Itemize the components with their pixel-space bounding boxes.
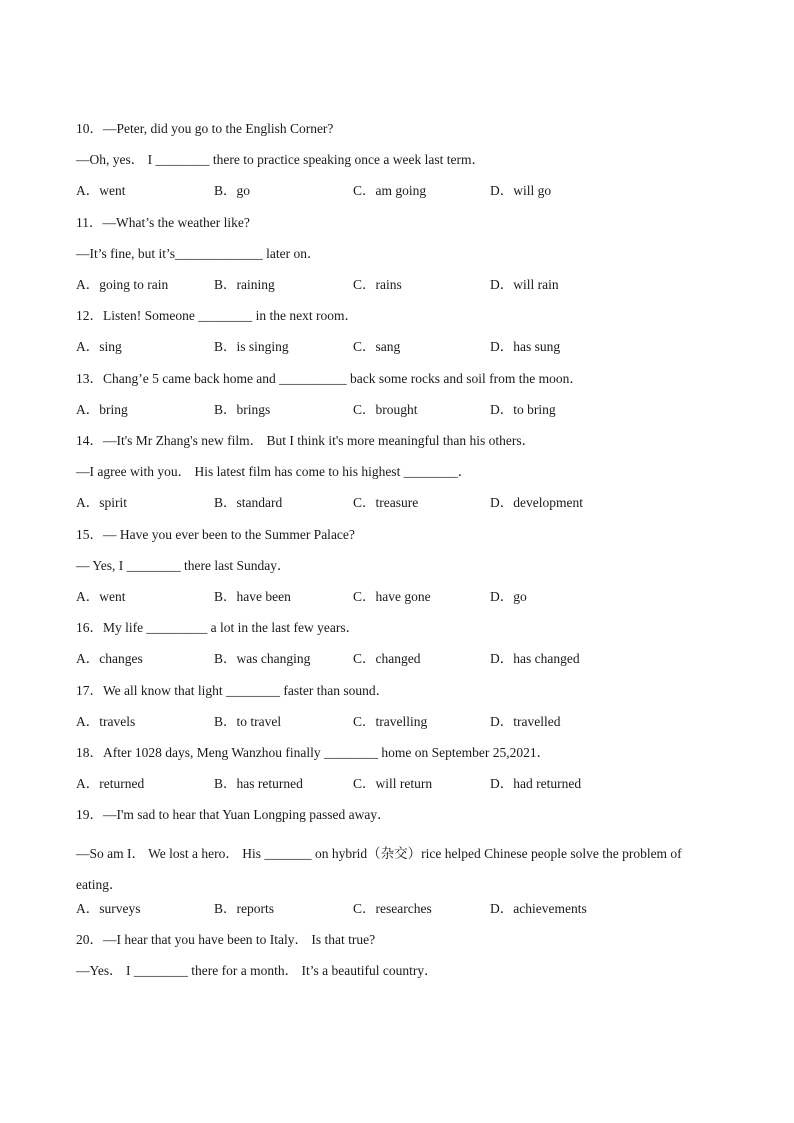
question-16-stem: 16．My life _________ a lot in the last few years．	[76, 620, 360, 635]
question-17-stem: 17．We all know that light ________ faster than sound．	[76, 683, 390, 698]
question-17-options	[76, 713, 716, 731]
option-b: B．standard	[214, 495, 283, 510]
option-c: C．have gone	[353, 589, 431, 604]
option-b: B．to travel	[214, 714, 282, 729]
option-b: B．have been	[214, 589, 291, 604]
option-d: D．has changed	[490, 651, 580, 666]
option-a: A．changes	[76, 651, 143, 666]
question-18-stem: 18．After 1028 days, Meng Wanzhou finally ________ home on September 25,2021．	[76, 745, 551, 760]
question-15-stem: 15．— Have you ever been to the Summer Palace?	[76, 527, 355, 542]
option-d: D．will rain	[490, 277, 559, 292]
question-16-options	[76, 650, 716, 668]
option-c: C．sang	[353, 339, 401, 354]
option-c: C．changed	[353, 651, 421, 666]
question-19-options	[76, 900, 716, 918]
option-d: D．travelled	[490, 714, 561, 729]
question-18-options	[76, 775, 716, 793]
option-a: A．bring	[76, 402, 128, 417]
option-c: C．rains	[353, 277, 402, 292]
question-14-reply: —I agree with you． His latest film has come to his highest ________．	[76, 464, 472, 479]
option-d: D．achievements	[490, 901, 587, 916]
option-c: C．brought	[353, 402, 418, 417]
question-11-options	[76, 276, 716, 294]
option-a: A．went	[76, 589, 126, 604]
option-d: D．to bring	[490, 402, 556, 417]
question-14-options	[76, 494, 716, 512]
option-c: C．am going	[353, 183, 427, 198]
option-b: B．has returned	[214, 776, 303, 791]
option-a: A．went	[76, 183, 126, 198]
question-15-options	[76, 588, 716, 606]
question-13-options	[76, 401, 716, 419]
question-20-reply: —Yes． I ________ there for a month． It’s a beautiful country．	[76, 963, 438, 978]
option-d: D．will go	[490, 183, 552, 198]
question-10-options	[76, 182, 716, 200]
option-a: A．sing	[76, 339, 122, 354]
option-b: B．go	[214, 183, 251, 198]
option-a: A．going to rain	[76, 277, 169, 292]
question-15-reply: — Yes, I ________ there last Sunday．	[76, 558, 291, 573]
option-b: B．brings	[214, 402, 271, 417]
question-12-stem: 12．Listen! Someone ________ in the next room．	[76, 308, 358, 323]
option-b: B．raining	[214, 277, 275, 292]
question-13-stem: 13．Chang’e 5 came back home and __________ back some rocks and soil from the moon．	[76, 371, 583, 386]
option-b: B．was changing	[214, 651, 311, 666]
option-a: A．spirit	[76, 495, 128, 510]
option-d: D．has sung	[490, 339, 561, 354]
question-11-stem: 11．—What’s the weather like?	[76, 215, 250, 230]
option-d: D．development	[490, 495, 583, 510]
question-14-stem: 14．—It's Mr Zhang's new film． But I think it's more meaningful than his others．	[76, 433, 536, 448]
question-10-stem: 10．—Peter, did you go to the English Corner?	[76, 121, 334, 136]
question-19-reply: —So am I． We lost a hero． His _______ on hybrid（杂交）rice helped Chinese people solve the problem of eating．	[76, 846, 682, 892]
question-11-reply: —It’s fine, but it’s_____________ later on．	[76, 246, 321, 261]
option-a: A．returned	[76, 776, 145, 791]
option-a: A．surveys	[76, 901, 141, 916]
question-20-stem: 20．—I hear that you have been to Italy． Is that true?	[76, 932, 376, 947]
option-d: D．had returned	[490, 776, 582, 791]
option-c: C．travelling	[353, 714, 428, 729]
option-a: A．travels	[76, 714, 136, 729]
option-c: C．will return	[353, 776, 433, 791]
option-c: C．treasure	[353, 495, 419, 510]
question-10-reply: —Oh, yes． I ________ there to practice speaking once a week last term．	[76, 152, 485, 167]
question-12-options	[76, 338, 716, 356]
question-19-stem: 19．—I'm sad to hear that Yuan Longping passed away．	[76, 807, 391, 822]
option-b: B．reports	[214, 901, 274, 916]
option-d: D．go	[490, 589, 527, 604]
option-b: B．is singing	[214, 339, 289, 354]
option-c: C．researches	[353, 901, 432, 916]
